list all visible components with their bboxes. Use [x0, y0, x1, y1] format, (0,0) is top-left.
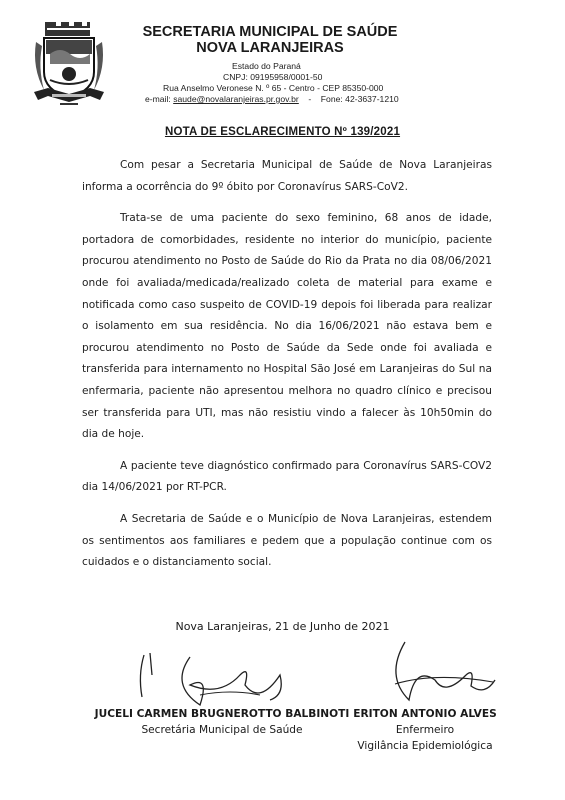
- signatory-name: JUCELI CARMEN BRUGNEROTTO BALBINOTI: [94, 708, 350, 720]
- contact-line: [145, 94, 399, 105]
- state-line: Estado do Paraná: [232, 61, 301, 71]
- signatory-role: Enfermeiro: [395, 724, 455, 736]
- paragraph: A paciente teve diagnóstico confirmado para Coronavírus SARS-COV2 dia 14/06/2021 por RT-PCR.: [82, 459, 492, 494]
- signatory-department: Vigilância Epidemiológica: [357, 740, 493, 752]
- org-name: SECRETARIA MUNICIPAL DE SAÚDE: [142, 24, 398, 40]
- address-line: Rua Anselmo Veronese N. º 65 - Centro - CEP 85350-000: [163, 83, 384, 93]
- email-link[interactable]: saude@novalaranjeiras.pr.gov.br: [173, 94, 299, 104]
- email-label: e-mail:: [145, 94, 171, 104]
- cnpj-line: CNPJ: 09195958/0001-50: [223, 72, 323, 82]
- signatory-name: ERITON ANTONIO ALVES: [353, 708, 497, 720]
- signature-block-nurse: [350, 706, 500, 754]
- document-body: [82, 155, 492, 584]
- paragraph: A Secretaria de Saúde e o Município de Nova Laranjeiras, estendem os sentimentos aos familiares e pedem que a população continue com os cuidados e o distanciamento social.: [82, 512, 492, 569]
- signatory-role: Secretária Municipal de Saúde: [141, 724, 303, 736]
- document-title: NOTA DE ESCLARECIMENTO Nº 139/2021: [164, 126, 401, 138]
- phone-text: Fone: 42-3637-1210: [320, 94, 399, 104]
- municipal-coat-of-arms-icon: [30, 18, 108, 110]
- letterhead: [120, 24, 420, 57]
- signature-scribble-left: [130, 645, 300, 715]
- paragraph: Trata-se de uma paciente do sexo feminino, 68 anos de idade, portadora de comorbidades, residente no interior do município, paciente procurou atendimento no Posto de Saúde do Rio da Prata no dia 08/06/2021 onde foi avaliada/medicada/realizado coleta de material para exame e notificada como caso suspeito de COVID-19 depois foi liberada para realizar o isolamento em sua residência. No dia 16/06/2021 não estava bem e procurou atendimento no Posto de Saúde da Sede onde foi avaliada e transferida para internamento no Hospital São José em Laranjeiras do Sul na enfermaria, paciente não apresentou melhora no quadro clínico e precisou ser transferida para UTI, mas não resistiu vindo a falecer às 10h50min do dia de hoje.: [82, 212, 492, 441]
- separator: -: [308, 94, 312, 104]
- signature-block-secretary: [84, 706, 360, 738]
- municipality-name: NOVA LARANJEIRAS: [196, 40, 344, 56]
- dateline: Nova Laranjeiras, 21 de Junho de 2021: [175, 620, 390, 633]
- paragraph: Com pesar a Secretaria Municipal de Saúde de Nova Laranjeiras informa a ocorrência do 9º óbito por Coronavírus SARS-CoV2.: [82, 159, 492, 193]
- signature-scribble-right: [375, 636, 505, 711]
